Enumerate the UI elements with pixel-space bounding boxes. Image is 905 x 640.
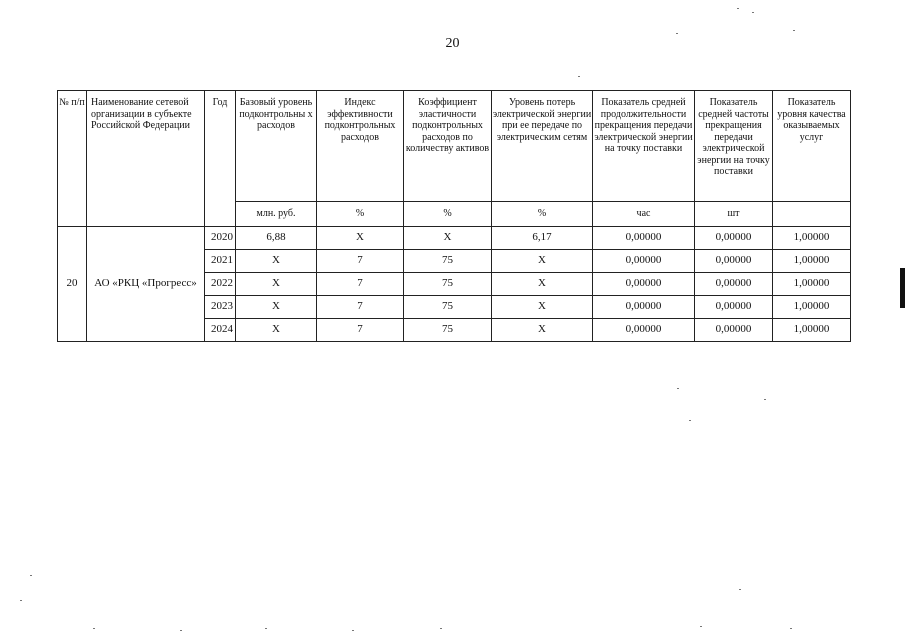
unit-service-quality — [773, 202, 851, 227]
loss-level-cell: X — [492, 296, 593, 319]
unit-elasticity-coefficient: % — [404, 202, 492, 227]
year-cell: 2020 — [205, 227, 236, 250]
service-quality-cell: 1,00000 — [773, 273, 851, 296]
interruption-duration-cell: 0,00000 — [593, 296, 695, 319]
base-costs-cell: X — [236, 319, 317, 342]
base-costs-cell: 6,88 — [236, 227, 317, 250]
service-quality-cell: 1,00000 — [773, 227, 851, 250]
header-interruption-duration: Показатель средней продолжительности прекращения передачи электрической энергии на точку поставки — [593, 91, 695, 202]
base-costs-cell: X — [236, 273, 317, 296]
interruption-frequency-cell: 0,00000 — [695, 227, 773, 250]
loss-level-cell: 6,17 — [492, 227, 593, 250]
interruption-duration-cell: 0,00000 — [593, 273, 695, 296]
page-number: 20 — [445, 36, 460, 51]
header-elasticity-coefficient: Коэффициент эластичности подконтрольных расходов по количеству активов — [404, 91, 492, 202]
loss-level-cell: X — [492, 273, 593, 296]
interruption-frequency-cell: 0,00000 — [695, 250, 773, 273]
header-service-quality: Показатель уровня качества оказываемых услуг — [773, 91, 851, 202]
year-cell: 2022 — [205, 273, 236, 296]
interruption-duration-cell: 0,00000 — [593, 319, 695, 342]
unit-efficiency-index: % — [317, 202, 404, 227]
header-base-costs: Базовый уровень подконтрольны х расходов — [236, 91, 317, 202]
elasticity-coefficient-cell: 75 — [404, 250, 492, 273]
year-cell: 2021 — [205, 250, 236, 273]
loss-level-cell: X — [492, 319, 593, 342]
service-quality-cell: 1,00000 — [773, 296, 851, 319]
efficiency-index-cell: 7 — [317, 250, 404, 273]
unit-interruption-frequency: шт — [695, 202, 773, 227]
loss-level-cell: X — [492, 250, 593, 273]
unit-base-costs: млн. руб. — [236, 202, 317, 227]
base-costs-cell: X — [236, 296, 317, 319]
header-loss-level: Уровень потерь электрической энергии при ее передаче по электрическим сетям — [492, 91, 593, 202]
service-quality-cell: 1,00000 — [773, 250, 851, 273]
interruption-frequency-cell: 0,00000 — [695, 273, 773, 296]
organization-name: АО «РКЦ «Прогресс» — [87, 227, 205, 342]
row-number: 20 — [58, 227, 87, 342]
service-quality-cell: 1,00000 — [773, 319, 851, 342]
elasticity-coefficient-cell: 75 — [404, 273, 492, 296]
elasticity-coefficient-cell: 75 — [404, 319, 492, 342]
unit-interruption-duration: час — [593, 202, 695, 227]
efficiency-index-cell: 7 — [317, 319, 404, 342]
interruption-duration-cell: 0,00000 — [593, 227, 695, 250]
elasticity-coefficient-cell: 75 — [404, 296, 492, 319]
interruption-frequency-cell: 0,00000 — [695, 319, 773, 342]
year-cell: 2024 — [205, 319, 236, 342]
scan-edge-mark — [900, 268, 905, 308]
unit-loss-level: % — [492, 202, 593, 227]
efficiency-index-cell: X — [317, 227, 404, 250]
header-efficiency-index: Индекс эффективности подконтрольных расходов — [317, 91, 404, 202]
table-row — [58, 227, 851, 250]
header-num: № п/п — [58, 91, 87, 227]
header-year: Год — [205, 91, 236, 227]
header-interruption-frequency: Показатель средней частоты прекращения передачи электрической энергии на точку поставки — [695, 91, 773, 202]
year-cell: 2023 — [205, 296, 236, 319]
elasticity-coefficient-cell: X — [404, 227, 492, 250]
efficiency-index-cell: 7 — [317, 296, 404, 319]
interruption-frequency-cell: 0,00000 — [695, 296, 773, 319]
table-header-row — [58, 91, 851, 202]
efficiency-index-cell: 7 — [317, 273, 404, 296]
header-organization: Наименование сетевой организации в субъекте Российской Федерации — [87, 91, 205, 227]
tariff-parameters-table — [57, 90, 851, 342]
base-costs-cell: X — [236, 250, 317, 273]
interruption-duration-cell: 0,00000 — [593, 250, 695, 273]
